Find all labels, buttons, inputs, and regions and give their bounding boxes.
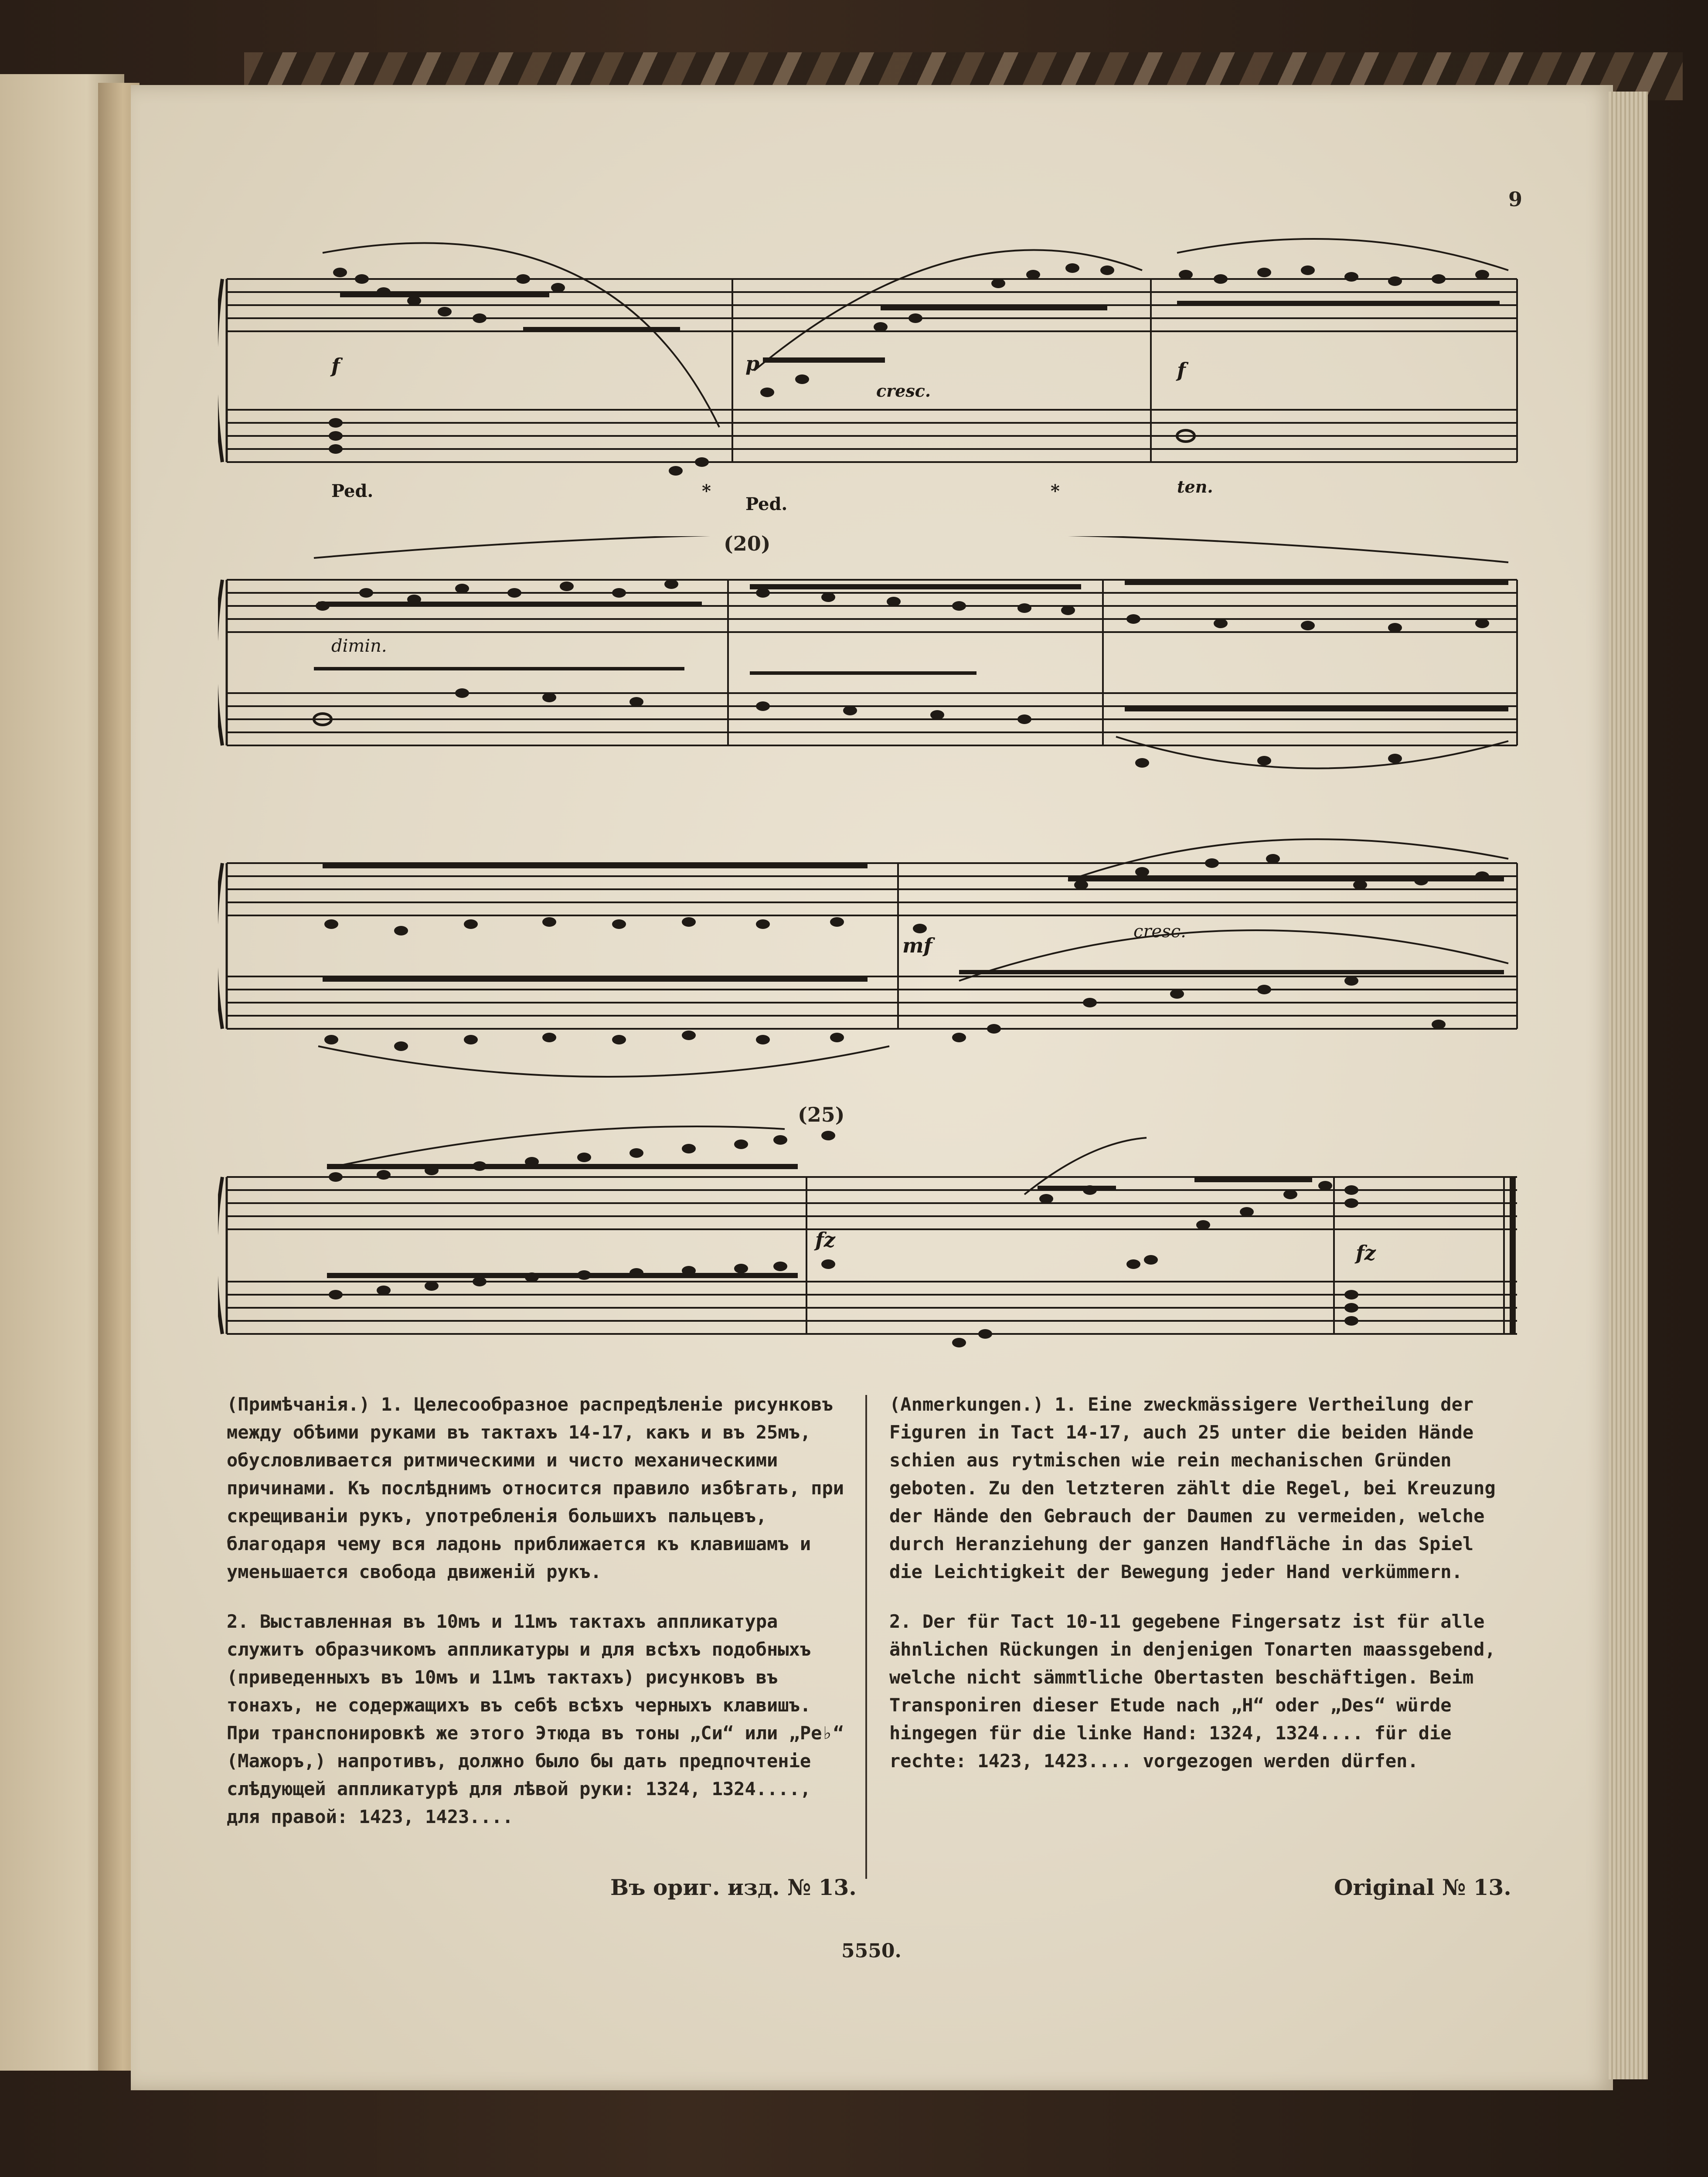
dynamic-cresc: cresc. bbox=[876, 381, 931, 401]
column-divider bbox=[865, 1395, 867, 1879]
original-edition-ref-ru: Въ ориг. изд. № 13. bbox=[610, 1874, 857, 1900]
music-system-3 bbox=[218, 820, 1521, 1090]
note-de-2: 2. Der für Tact 10-11 gegebene Fingersatz ist für alle ähnlichen Rückungen in denjenigen Tonarten maassgebend, welche nicht sämmtliche Obertasten beschäftigen. Beim Transponiren dieser Etude nach „H“ oder „Des“ würde hingegen für die linke Hand: 1324, 1324.... für die rechte: 1423, 1423.... vorgezogen werden dürfen. bbox=[889, 1611, 1496, 1772]
measure-number-20: (20) bbox=[724, 532, 771, 555]
dynamic-forzando-2: fz bbox=[1356, 1241, 1376, 1265]
measure-number-25: (25) bbox=[798, 1103, 845, 1126]
dynamic-forte-2: f bbox=[1177, 358, 1186, 382]
notes-german bbox=[889, 1391, 1513, 1797]
notes-russian bbox=[227, 1391, 850, 1853]
marking-tenuto: ten. bbox=[1177, 477, 1213, 497]
dynamic-dimin: dimin. bbox=[331, 636, 387, 656]
page-number: 9 bbox=[1508, 187, 1523, 211]
music-system-1 bbox=[218, 227, 1521, 541]
grand-staff-3 bbox=[218, 820, 1521, 1090]
note-ru-1: (Примѣчанія.) 1. Целесообразное распредѣленіе рисунковъ между обѣими руками въ тактахъ 14-17, какъ и въ 25мъ, обусловливается ритмическими и чисто механическими причинами. Къ послѣднимъ относится правило избѣгать, при скрещиваніи рукъ, употребленія большихъ пальцевъ, благодаря чему вся ладонь приближается къ клавишамъ и уменьшается свобода движеній рукъ. bbox=[227, 1394, 844, 1582]
dynamic-cresc-2: cresc. bbox=[1133, 922, 1186, 942]
page-stack-edge bbox=[1609, 92, 1648, 2079]
pedal-mark-2: Ped. bbox=[745, 494, 788, 514]
note-de-1: (Anmerkungen.) 1. Eine zweckmässigere Vertheilung der Figuren in Tact 14-17, auch 25 unter die beiden Hände schien aus rytmischen wie rein mechanischen Gründen geboten. Zu den letzteren zählt die Regel, bei Kreuzung der Hände den Gebrauch der Daumen zu vermeiden, welche durch Heranziehung der ganzen Handfläche in das Spiel die Leichtigkeit der Bewegung jeder Hand verkümmern. bbox=[889, 1394, 1496, 1582]
music-system-2 bbox=[218, 532, 1521, 806]
dynamic-piano: p bbox=[745, 352, 760, 375]
dynamic-forzando: fz bbox=[815, 1228, 835, 1252]
pedal-release-2: * bbox=[1051, 481, 1060, 501]
original-edition-ref-de: Original № 13. bbox=[1334, 1874, 1511, 1900]
dynamic-mezzo-forte: mf bbox=[902, 934, 932, 957]
grand-staff-2 bbox=[218, 536, 1521, 806]
pedal-release: * bbox=[702, 481, 711, 501]
music-system-4 bbox=[218, 1090, 1521, 1373]
grand-staff-4 bbox=[218, 1090, 1521, 1373]
dynamic-forte: f bbox=[331, 354, 340, 378]
plate-number: 5550. bbox=[841, 1940, 902, 1962]
note-ru-2: 2. Выставленная въ 10мъ и 11мъ тактахъ аппликатура служитъ образчикомъ аппликатуры и для всѣхъ подобныхъ (приведенныхъ въ 10мъ и 11мъ тактахъ) рисунковъ въ тонахъ, не содержащихъ въ себѣ всѣхъ черныхъ клавишъ. При транспонировкѣ же этого Этюда въ тоны „Си“ или „Ре♭“ (Мажоръ,) напротивъ, должно было бы дать предпочтеніе слѣдующей аппликатурѣ для лѣвой руки: 1324, 1324...., для правой: 1423, 1423.... bbox=[227, 1611, 844, 1827]
grand-staff-1 bbox=[218, 227, 1521, 541]
pedal-mark: Ped. bbox=[331, 481, 374, 501]
